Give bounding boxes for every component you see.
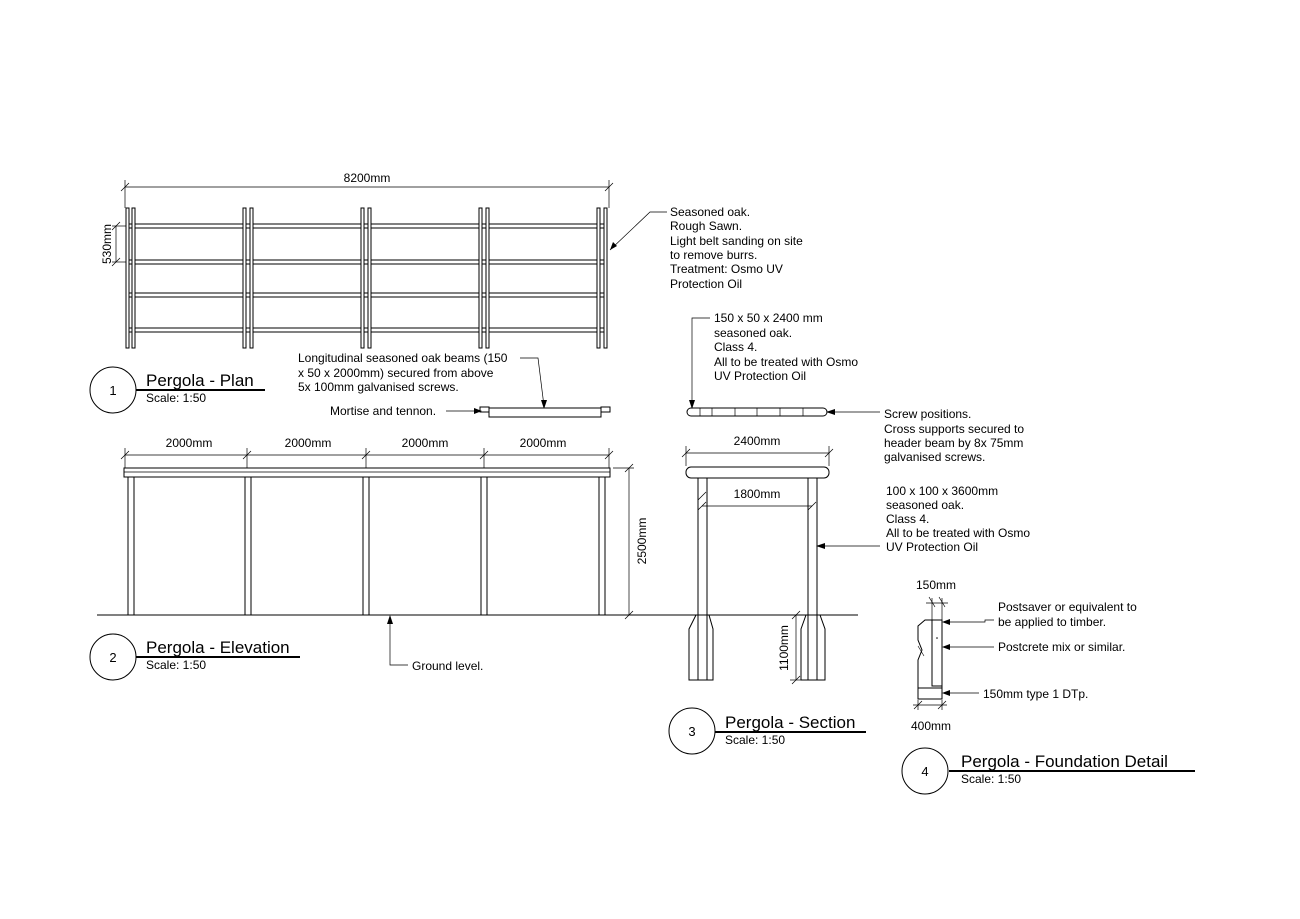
- foundation-number: 4: [921, 764, 929, 779]
- section-view: [669, 311, 1033, 754]
- foundation-postcrete-note: Postcrete mix or similar.: [998, 640, 1126, 654]
- foundation-base-dim: 400mm: [910, 719, 952, 733]
- plan-spacing-dim: 530mm: [100, 223, 114, 265]
- elevation-posts: [128, 477, 605, 615]
- plan-headers: [126, 208, 607, 348]
- section-header-note: 150 x 50 x 2400 mm seasoned oak. Class 4. All to be treated with Osmo UV Protection Oil: [714, 311, 859, 383]
- section-screws-note: Screw positions. Cross supports secured to header beam by 8x 75mm galvanised screws.: [884, 407, 1025, 464]
- foundation-scale: Scale: 1:50: [961, 772, 1022, 786]
- plan-number: 1: [109, 383, 117, 398]
- elevation-bay-dim-4: 2000mm: [519, 436, 567, 450]
- section-inner-dim: 1800mm: [733, 487, 781, 501]
- section-depth-dim: 1100mm: [777, 625, 791, 671]
- foundation-dtp-note: 150mm type 1 DTp.: [983, 687, 1089, 701]
- foundation-title: Pergola - Foundation Detail: [961, 752, 1168, 771]
- section-width-dim: 2400mm: [733, 434, 781, 448]
- elevation-title: Pergola - Elevation: [146, 638, 290, 657]
- section-scale: Scale: 1:50: [725, 733, 786, 747]
- foundation-post-dim: 150mm: [915, 578, 957, 592]
- elevation-height-dim: 2500mm: [635, 517, 649, 565]
- elevation-scale: Scale: 1:50: [146, 658, 207, 672]
- plan-oak-note: Seasoned oak. Rough Sawn. Light belt sanding on site to remove burrs. Treatment: Osmo UV Protection Oil: [670, 205, 803, 291]
- elevation-number: 2: [109, 650, 117, 665]
- plan-beams-note: Longitudinal seasoned oak beams (150 x 50 x 2000mm) secured from above 5x 100mm galvanised screws.: [298, 351, 508, 394]
- elevation-bay-dim-1: 2000mm: [165, 436, 213, 450]
- section-post-note: 100 x 100 x 3600mm seasoned oak. Class 4. All to be treated with Osmo UV Protection Oil: [886, 484, 1031, 554]
- section-footings: [689, 615, 825, 680]
- ground-level-note: Ground level.: [412, 659, 484, 673]
- beam-profile-detail: [480, 407, 610, 417]
- foundation-view: [902, 578, 1195, 794]
- plan-overall-dim: 8200mm: [343, 171, 391, 185]
- plan-view: [90, 171, 806, 418]
- foundation-base: [918, 688, 942, 699]
- section-header-detail: [687, 408, 827, 416]
- plan-mortise-note: Mortise and tennon.: [330, 404, 437, 418]
- plan-beams: [128, 224, 604, 332]
- section-title: Pergola - Section: [725, 713, 856, 732]
- plan-scale: Scale: 1:50: [146, 391, 207, 405]
- elevation-bay-dim-3: 2000mm: [401, 436, 449, 450]
- plan-title: Pergola - Plan: [146, 371, 254, 390]
- section-number: 3: [688, 724, 696, 739]
- foundation-postsaver-note: Postsaver or equivalent to be applied to timber.: [998, 600, 1137, 629]
- elevation-bay-dim-2: 2000mm: [284, 436, 332, 450]
